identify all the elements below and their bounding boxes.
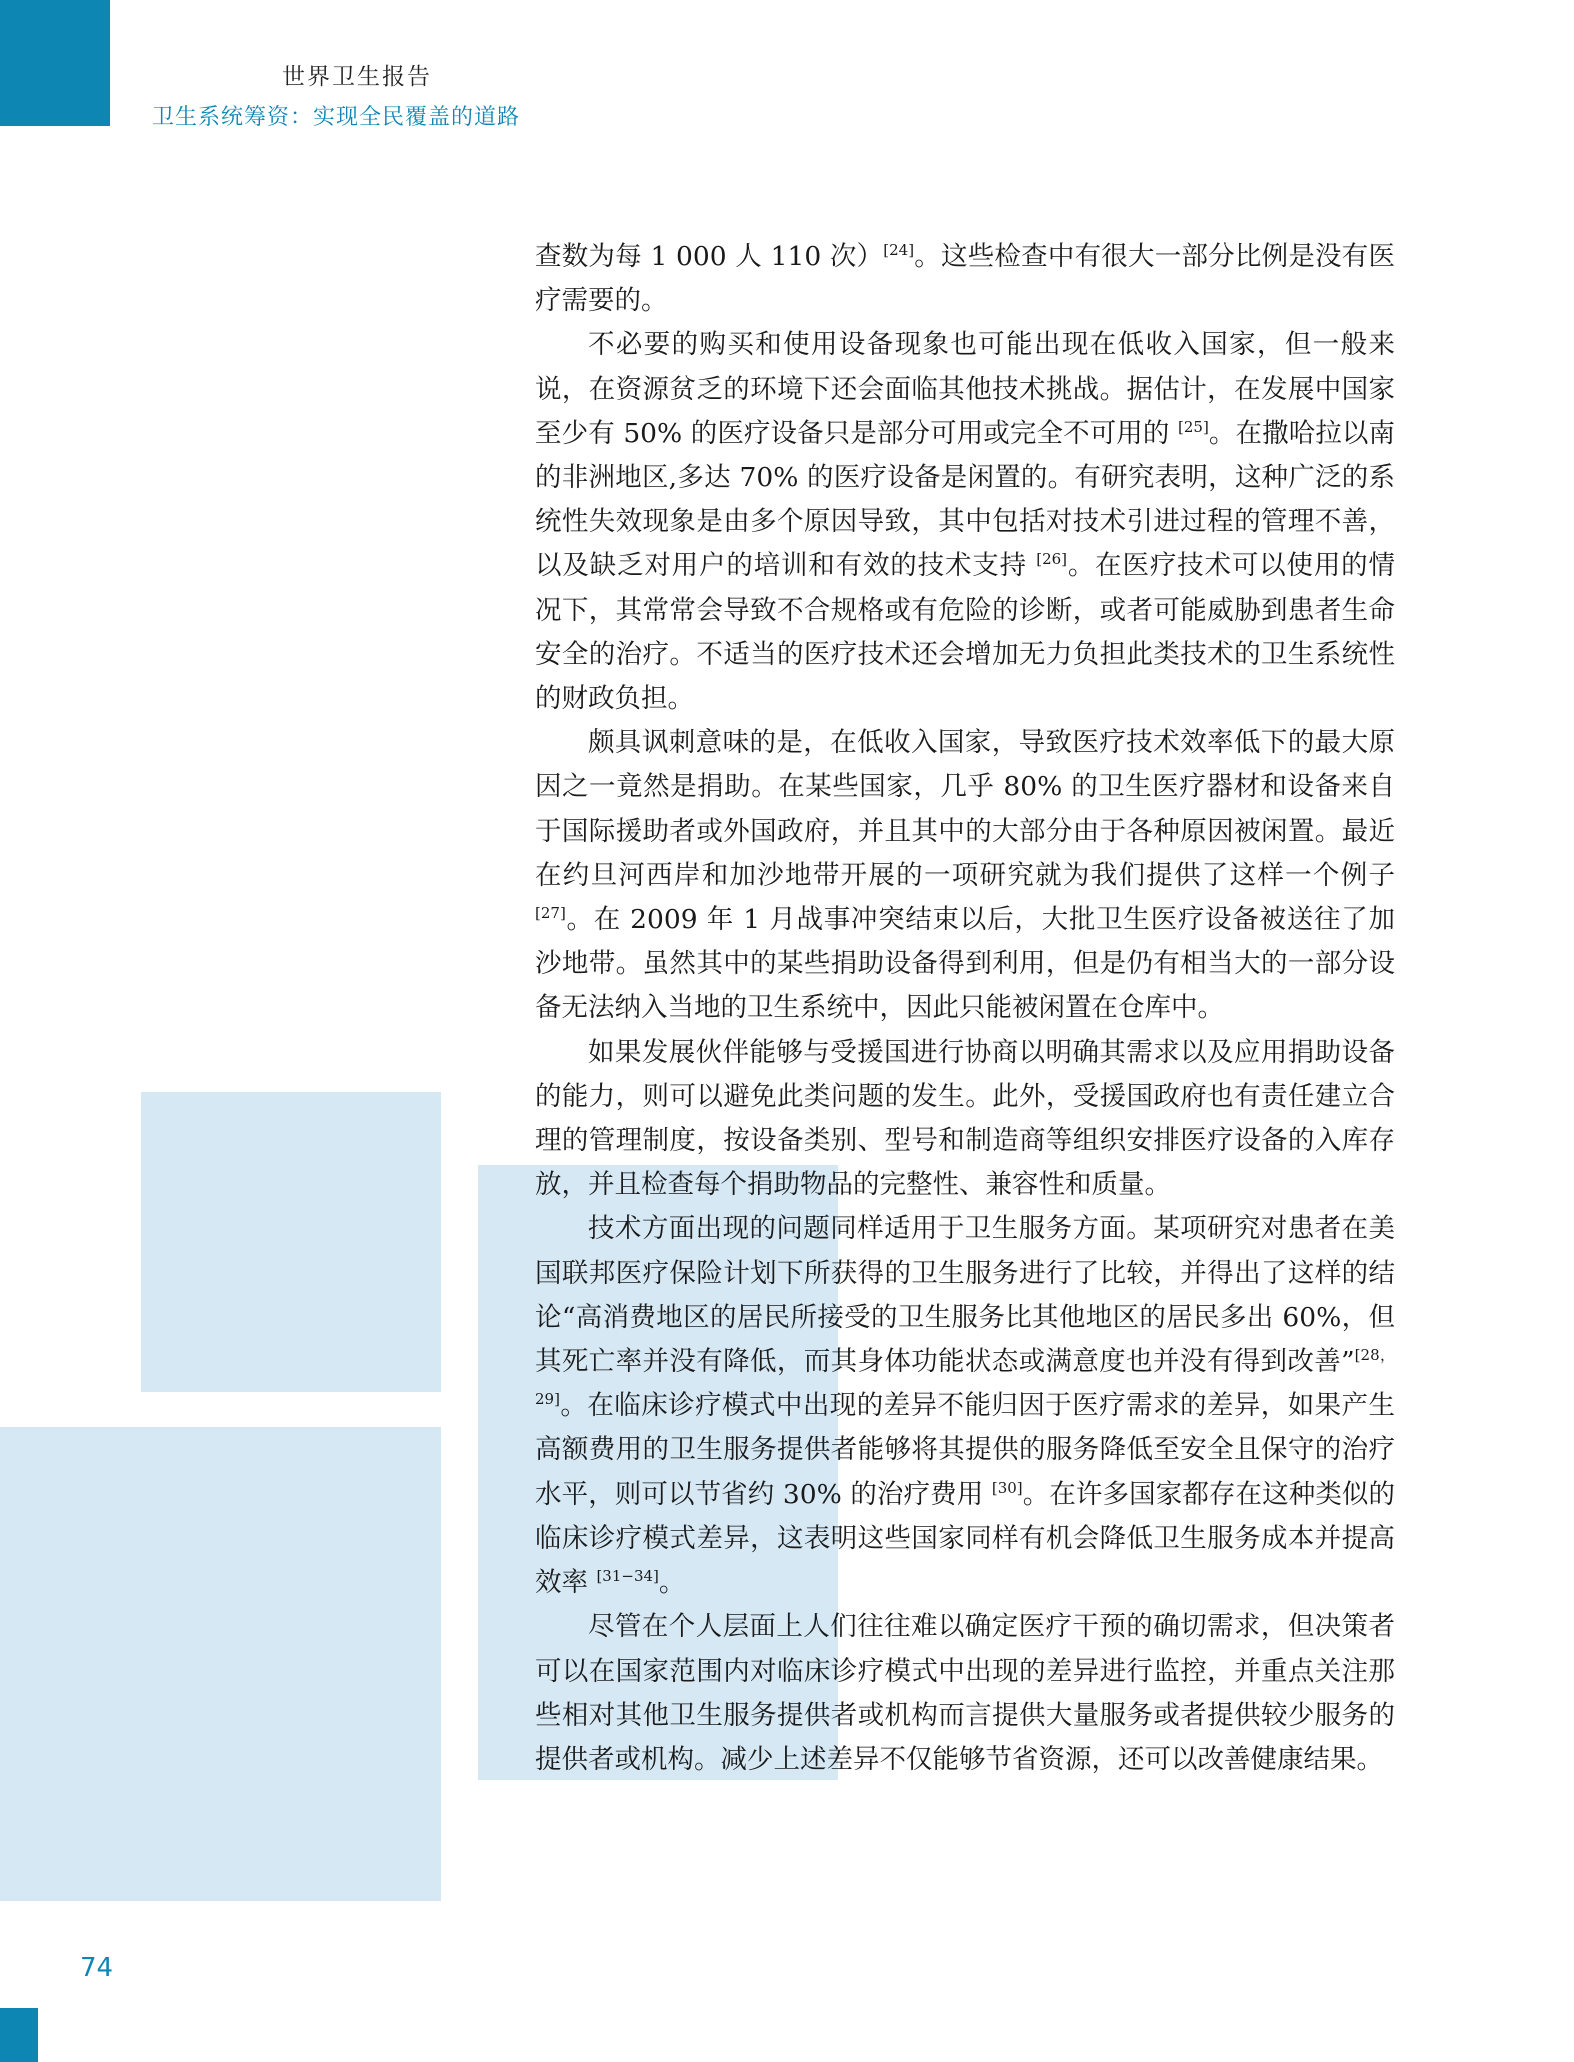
paragraph-text: 。这些检查中有很大一部分比例是没有医疗需要的。 [535,241,1395,317]
paragraph-text: 。在医疗技术可以使用的情况下，其常常会导致不合规格或有危险的诊断，或者可能威胁到患者生命安全的治疗。不适当的医疗技术还会增加无力负担此类技术的卫生系统性的财政负担。 [535,550,1395,715]
decorative-square-3 [0,1427,441,1901]
decorative-square-1 [141,1092,441,1392]
header-color-block [0,0,110,126]
paragraph-text: 。在许多国家都存在这种类似的临床诊疗模式差异，这表明这些国家同样有机会降低卫生服务成本并提高效率 [535,1478,1396,1599]
book-subtitle: 卫生系统筹资：实现全民覆盖的道路 [152,105,521,130]
citation-ref: [25] [1178,417,1209,436]
article-body [535,235,1395,1782]
paragraph [535,1031,1395,1208]
paragraph-text: 如果发展伙伴能够与受援国进行协商以明确其需求以及应用捐助设备的能力，则可以避免此类问题的发生。此外，受援国政府也有责任建立合理的管理制度，按设备类别、型号和制造商等组织安排医疗设备的入库存放，并且检查每个捐助物品的完整性、兼容性和质量。 [535,1036,1395,1201]
paragraph [535,1207,1395,1605]
paragraph-text: 。 [658,1567,686,1599]
paragraph-text: 。在 2009 年 1 月战事冲突结束以后，大批卫生医疗设备被送往了加沙地带。虽然其中的某些捐助设备得到利用，但是仍有相当大的一部分设备无法纳入当地的卫生系统中，因此只能被闲置在仓库中。 [535,904,1395,1024]
citation-ref: [26] [1036,550,1068,569]
paragraph-text: 。在临床诊疗模式中出现的差异不能归因于医疗需求的差异，如果产生高额费用的卫生服务提供者能够将其提供的服务降低至安全且保守的治疗水平，则可以节省约 30% 的治疗费用 [535,1390,1395,1510]
citation-ref: [31−34] [596,1567,659,1586]
paragraph-text: 不必要的购买和使用设备现象也可能出现在低收入国家，但一般来说，在资源贫乏的环境下还会面临其他技术挑战。据估计，在发展中国家至少有 50% 的医疗设备只是部分可用或完全不可用的 [535,329,1395,449]
paragraph-text: 尽管在个人层面上人们往往难以确定医疗干预的确切需求，但决策者可以在国家范围内对临床诊疗模式中出现的差异进行监控，并重点关注那些相对其他卫生服务提供者或机构而言提供大量服务或者提供较少服务的提供者或机构。减少上述差异不仅能够节省资源，还可以改善健康结果。 [535,1611,1395,1775]
paragraph [535,323,1395,721]
page-number: 74 [80,1953,114,1983]
footer-color-bar [0,2008,38,2062]
paragraph-text: 查数为每 1 000 人 110 次） [535,241,884,272]
paragraph-text: 。在撒哈拉以南的非洲地区,多达 70% 的医疗设备是闲置的。有研究表明，这种广泛的系统性失效现象是由多个原因导致，其中包括对技术引进过程的管理不善，以及缺乏对用户的培训和有效的技术支持 [535,417,1396,582]
citation-ref: [30] [991,1478,1023,1497]
paragraph [535,1605,1395,1782]
citation-ref: [24] [883,241,915,259]
paragraph [535,721,1395,1030]
book-title: 世界卫生报告 [282,64,432,90]
paragraph-text: 颇具讽刺意味的是，在低收入国家，导致医疗技术效率低下的最大原因之一竟然是捐助。在某些国家，几乎 80% 的卫生医疗器材和设备来自于国际援助者或外国政府，并且其中的大部分由于各种原因被闲置。最近在约旦河西岸和加沙地带开展的一项研究就为我们提供了这样一个例子 [535,727,1395,891]
citation-ref: [28，29] [535,1346,1395,1409]
paragraph [535,235,1395,323]
citation-ref: [27] [535,904,566,923]
paragraph-text: 技术方面出现的问题同样适用于卫生服务方面。某项研究对患者在美国联邦医疗保险计划下所获得的卫生服务进行了比较，并得出了这样的结论“高消费地区的居民所接受的卫生服务比其他地区的居民多出 60%，但其死亡率并没有降低，而其身体功能状态或满意度也并没有得到改善” [535,1213,1395,1378]
